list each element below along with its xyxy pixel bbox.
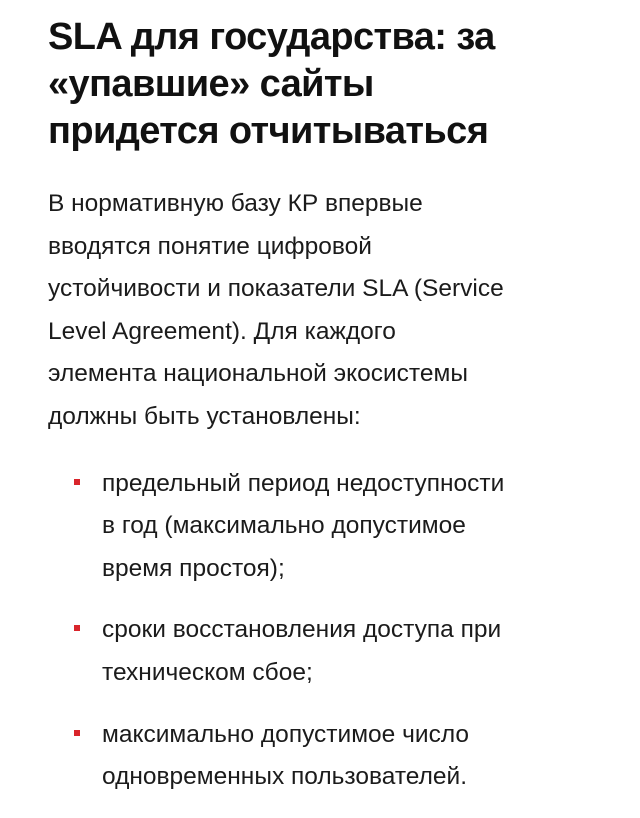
article-headline (48, 14, 608, 155)
article-lead-paragraph (48, 183, 608, 439)
list-item (48, 609, 608, 694)
list-item (48, 463, 608, 591)
list-item (48, 714, 608, 799)
list-item-line: максимально допустимое число (102, 720, 470, 748)
headline-line: SLA для государства: за (48, 16, 495, 58)
headline-line: придется отчитываться (48, 110, 489, 152)
list-item-line: сроки восстановления доступа при (102, 616, 502, 644)
requirements-list (48, 463, 608, 799)
lead-line: элемента национальной экосистемы (48, 360, 468, 388)
list-item-line: предельный период недоступности (102, 469, 505, 497)
headline-line: «упавшие» сайты (48, 63, 374, 105)
lead-line: вводятся понятие цифровой (48, 232, 372, 260)
bullet-marker-icon (74, 625, 80, 631)
lead-line: должны быть установлены: (48, 402, 361, 430)
lead-line: В нормативную базу КР впервые (48, 190, 423, 217)
bullet-marker-icon (74, 730, 80, 736)
list-item-line: одновременных пользователей. (102, 763, 467, 791)
article (48, 14, 608, 818)
list-item-line: техническом сбое; (102, 658, 313, 686)
list-item-line: время простоя); (102, 554, 285, 582)
list-item-line: в год (максимально допустимое (102, 512, 466, 540)
bullet-marker-icon (74, 479, 80, 485)
lead-line: Level Agreement). Для каждого (48, 317, 396, 345)
lead-line: устойчивости и показатели SLA (Service (48, 275, 504, 303)
